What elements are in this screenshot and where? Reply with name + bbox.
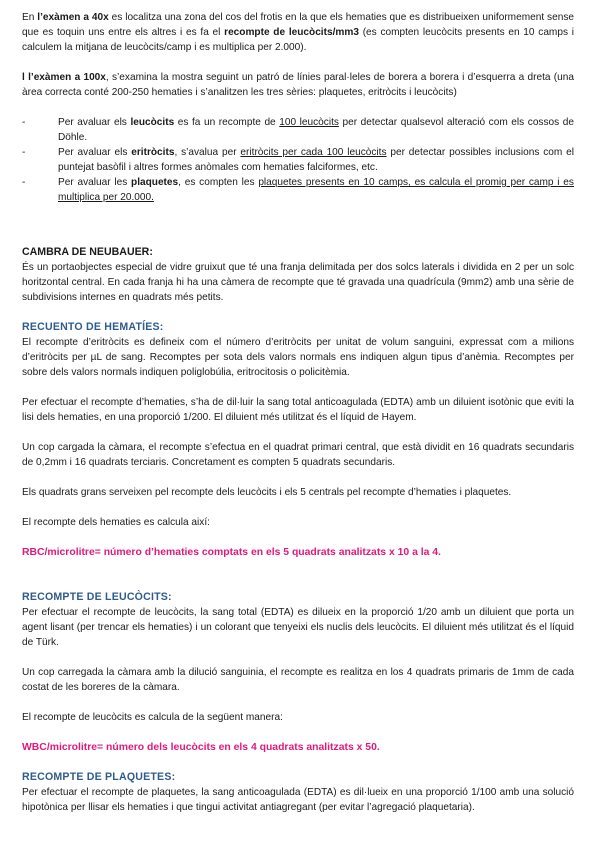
paragraph-leucocits-2: Un cop carregada la càmara amb la dilució sanguinia, el recompte es realitza en los 4 quadrats primaris de 1mm de cada costat de les boreres de la càmara. [22,667,574,693]
paragraph-plaquetes-1: Per efectuar el recompte de plaquetes, la sang anticoagulada (EDTA) es dil·lueix en una proporció 1/100 amb una solució hipotònica per llisar els hematies i que tingui activitat antiagregant (per evitar l’agregació plaquetaria). [22,787,574,813]
list-item-plaquetes: - Per avaluar les plaquetes, es compten les plaquetes presents en 10 camps, es calcula el promig per camp i es multiplica per 20.000. [22,177,574,203]
underlined-term: 100 leucòcits [279,117,339,128]
list-dash: - [22,177,26,188]
formula-rbc: RBC/microlitre= número d’hematies comptats en els 5 quadrats analitzats x 10 a la 4. [22,547,441,558]
document-page [22,10,574,815]
paragraph-hematies-3: Un cop cargada la càmara, el recompte s’efectua en el quadrat primari central, que està dividit en 16 quadrats secundaris de 0,2mm i 16 quadrats terciaris. Concretament es compten 5 quadrats secundaris. [22,442,574,468]
text-span: es localitza una zona del cos del frotis en la que els hematies que es distribueixen uniformement sense que es toquin uns entre els altres i es fa el [22,12,574,38]
paragraph-exam-100x [22,70,574,100]
bold-term: leucòcits [130,117,175,128]
bold-term: eritròcits [131,147,175,158]
text-span: (es compten leucòcits presents en 10 camps i calculem la mitjana de leucòcits/camp i es multiplica per 2.000). [22,27,574,53]
paragraph-neubauer: És un portaobjectes especial de vidre gruixut que té una franja delimitada per dos solcs laterals i dividida en 2 per un solc horitzontal central. En cada franja hi ha una càmera de recompte que té gravada una quadrícula (9mm2) amb una sèrie de subdivisions internes en quadrats més petits. [22,262,574,303]
paragraph-hematies-1: El recompte d’eritròcits es defineix com el número d’eritròcits per unitat de volum sanguini, expressat com a milions d’eritròcits per µL de sang. Recomptes per sota dels valors normals ens indiquen algun tipus d’anèmia. Recomptes per sobre dels valors normals indiquen poliglobúlia, eritrocitosis o policitèmia. [22,337,574,378]
bold-term: l’exàmen a 40x [37,12,109,23]
list-dash: - [22,117,26,128]
heading-hematies: RECUENTO DE HEMATÍES: [22,321,164,333]
underlined-term: eritròcits per cada 100 leucòcits [240,147,387,158]
heading-plaquetes: RECOMPTE DE PLAQUETES: [22,771,176,783]
list-dash: - [22,147,26,158]
formula-wbc: WBC/microlitre= número dels leucòcits en els 4 quadrats analitzats x 50. [22,742,380,753]
list-item-leucocits: - Per avaluar els leucòcits es fa un recompte de 100 leucòcits per detectar qualsevol alteració com els cossos de Döhle. [22,117,574,143]
bold-term: l l’exàmen a 100x [22,72,106,83]
text-span: En [22,12,38,23]
bold-term: recompte de leucòcits/mm3 [224,27,359,38]
paragraph-hematies-5: El recompte dels hematies es calcula així: [22,517,210,528]
paragraph-leucocits-3: El recompte de leucòcits es calcula de la següent manera: [22,712,283,723]
list-item-eritrocits: - Per avaluar els eritròcits, s’avalua per eritròcits per cada 100 leucòcits per detectar possibles inclusions com el puntejat basòfil i altres formes anòmales com hematies falciformes, etc. [22,147,574,173]
paragraph-exam-40x [22,10,574,55]
underlined-term: plaquetes presents en 10 camps, es calcula el promig per camp i es multiplica per 20.000. [58,177,574,203]
paragraph-leucocits-1: Per efectuar el recompte de leucòcits, la sang total (EDTA) es dilueix en la proporció 1/20 amb un diluient que porta un agent lisant (per trencar els hematies) i un colorant que tenyeixi els nuclis dels leucòcits. El diluient més utilitzat és el líquid de Türk. [22,607,574,648]
text-span: , s’examina la mostra seguint un patró de línies paral·leles de borera a borera i d’esquerra a dreta (una àrea correcta conté 200-250 hematies i s’analitzen les tres sèries: plaquetes, eritròcits i leucòcits) [22,72,574,98]
bold-term: plaquetes [131,177,179,188]
heading-neubauer: CAMBRA DE NEUBAUER: [22,246,153,258]
evaluation-list [22,115,574,205]
heading-leucocits: RECOMPTE DE LEUCÒCITS: [22,591,172,603]
paragraph-hematies-4: Els quadrats grans serveixen pel recompte dels leucòcits i els 5 centrals pel recompte d’hematies i plaquetes. [22,487,512,498]
paragraph-hematies-2: Per efectuar el recompte d’hematies, s’ha de dil·luir la sang total anticoagulada (EDTA) amb un diluient isotònic que eviti la lisi dels hematies, en una proporció 1/200. El diluient més utilitzat és el líquid de Hayem. [22,397,574,423]
